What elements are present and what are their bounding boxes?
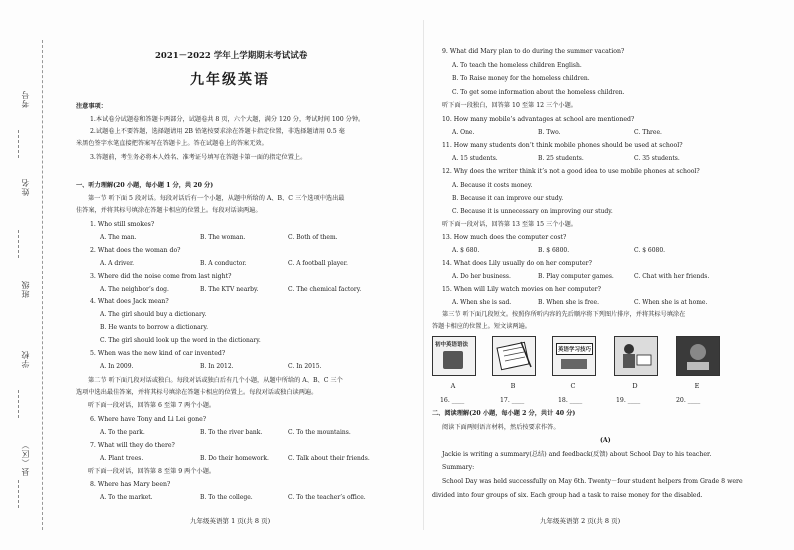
book-icon <box>561 359 587 369</box>
right-page <box>432 0 782 550</box>
option-b: B. To the college. <box>200 494 253 501</box>
option-b: B. $ 6800. <box>538 247 570 254</box>
instruction-line: 答题卡相应的位置上。短文读两遍。 <box>432 323 531 330</box>
picture-c <box>552 336 596 376</box>
notice-line: 米黑色签字水笔直接把答案写在答题卡上。答在试题卷上的答案无效。 <box>76 140 268 147</box>
binding-dash <box>18 390 19 418</box>
page-footer: 九年级英语第 1 页(共 8 页) <box>190 517 271 525</box>
question-text: 3. Where did the noise come from last night? <box>90 273 232 280</box>
option-c: C. $ 6080. <box>634 247 666 254</box>
option-c: C. To the mountains. <box>288 429 351 436</box>
option-c: C. Both of them. <box>288 234 338 241</box>
passage-line: Jackie is writing a summary(总结) and feedback(反馈) about School Day to his teacher. <box>442 451 712 458</box>
option-a: A. Because it costs money. <box>452 182 533 189</box>
option-b: B. To Raise money for the homeless children. <box>452 75 590 82</box>
option-b: B. Because it can improve our study. <box>452 195 564 202</box>
instruction-line: 第三节 听下面几段短文。按照你所听内容的先后顺序将下列图片排序，并将其标号填涂在 <box>442 311 686 318</box>
picture-label-d: D <box>632 382 638 390</box>
instruction-line: 选项中选出最佳答案，并将其标号填涂在答题卡相应的位置上。每段对话或独白读两遍。 <box>76 389 318 396</box>
question-text: 12. Why does the writer think it’s not a good idea to use mobile phones at school? <box>442 168 700 175</box>
picture-a-caption: 初中英语语法 <box>435 342 469 348</box>
option-b: B. Do their homework. <box>200 455 269 462</box>
option-b: B. The woman. <box>200 234 246 241</box>
instruction-line: 第二节 听下面几段对话或独白。每段对话或独白后有几个小题，从题中所给的 A、B、C 三个 <box>88 377 343 384</box>
option-b: B. In 2012. <box>200 363 234 370</box>
option-b: B. 25 students. <box>538 155 584 162</box>
option-c: C. The chemical factory. <box>288 286 362 293</box>
exam-year-title: 2021－2022 学年上学期期末考试试卷 <box>155 51 308 61</box>
option-c: C. Three. <box>634 129 662 136</box>
option-c: C. A football player. <box>288 260 348 267</box>
notice-line: 1.本试卷分试题卷和答题卡两部分，试题卷共 8 页，六个大题，满分 120 分，考试时间 100 分钟。 <box>90 116 365 123</box>
option-a: A. One. <box>452 129 475 136</box>
binding-strip <box>0 0 50 550</box>
question-text: 8. Where has Mary been? <box>90 481 171 488</box>
option-a: A. In 2009. <box>100 363 134 370</box>
notice-line: 3.答题前，考生务必将本人姓名、准考证号填写在答题卡第一面的指定位置上。 <box>90 154 307 161</box>
passage-line: divided into four groups of six. Each group had a task to raise money for the disabled. <box>432 492 703 499</box>
question-text: 14. What does Lily usually do on her computer? <box>442 260 592 267</box>
binding-dash <box>18 480 19 508</box>
reading-person-icon <box>615 337 657 375</box>
question-text: 11. How many students don’t think mobile phones should be used at school? <box>442 142 683 149</box>
option-a: A. The man. <box>100 234 137 241</box>
section-heading: 二、阅读理解(20 小题，每小题 2 分，共计 40 分) <box>432 410 576 417</box>
binding-label-name: 姓名 <box>21 178 30 196</box>
question-text: 10. How many mobile’s advantages at school are mentioned? <box>442 116 635 123</box>
picture-label-b: B <box>510 382 516 390</box>
picture-label-a: A <box>450 382 456 390</box>
option-a: A. The neighbor’s dog. <box>100 286 169 293</box>
option-b: B. The KTV nearby. <box>200 286 259 293</box>
option-b: B. Play computer games. <box>538 273 614 280</box>
instruction-line: 第一节 听下面 5 段对话。每段对话后有一个小题，从题中所给的 A、B、C 三个选项中选出最 <box>88 195 345 202</box>
page-footer: 九年级英语第 2 页(共 8 页) <box>540 517 621 525</box>
option-a: A. Plant trees. <box>100 455 144 462</box>
option-c: C. The girl should look up the word in the dictionary. <box>100 337 261 344</box>
answer-blank[interactable]: 20. ____ <box>676 397 701 404</box>
option-c: C. Chat with her friends. <box>634 273 710 280</box>
notebook-icon <box>493 337 535 375</box>
binding-label-exam-number: 考号 <box>21 90 30 108</box>
passage-line: School Day was held successfully on May 6th. Twenty－four student helpers from Grade 8 were <box>442 478 743 485</box>
answer-blank[interactable]: 19. ____ <box>616 397 641 404</box>
left-page <box>60 0 415 550</box>
option-c: C. To the teacher’s office. <box>288 494 366 501</box>
picture-label-e: E <box>694 382 700 390</box>
picture-a <box>432 336 476 376</box>
computer-icon <box>677 337 719 375</box>
option-a: A. To the market. <box>100 494 153 501</box>
passage-label: (A) <box>600 437 611 444</box>
page-divider <box>423 20 424 530</box>
option-a: A. When she is sad. <box>452 299 512 306</box>
listen-instruction: 听下面一段对话，回答第 8 至第 9 两个小题。 <box>88 468 216 475</box>
picture-d <box>614 336 658 376</box>
option-c: C. Talk about their friends. <box>288 455 370 462</box>
option-a: A. $ 680. <box>452 247 480 254</box>
picture-c-caption: 英语学习技巧 <box>556 343 593 355</box>
question-text: 6. Where have Tony and Li Lei gone? <box>90 416 207 423</box>
answer-blank[interactable]: 18. ____ <box>558 397 583 404</box>
section-heading: 一、听力理解(20 小题，每小题 1 分，共 20 分) <box>76 182 214 189</box>
option-c: C. When she is at home. <box>634 299 708 306</box>
picture-label-c: C <box>570 382 576 390</box>
picture-b <box>492 336 536 376</box>
option-a: A. To teach the homeless children English. <box>452 62 582 69</box>
option-b: B. A conductor. <box>200 260 247 267</box>
question-text: 9. What did Mary plan to do during the summer vacation? <box>442 48 625 55</box>
option-a: A. 15 students. <box>452 155 498 162</box>
binding-dash <box>18 130 19 158</box>
listen-instruction: 听下面一段对话，回答第 13 至第 15 三个小题。 <box>442 221 577 228</box>
picture-e <box>676 336 720 376</box>
passage-line: Summary: <box>442 464 475 471</box>
option-a: A. A driver. <box>100 260 135 267</box>
binding-label-school: 学校 <box>21 350 30 368</box>
listen-instruction: 听下面一段对话，回答第 6 至第 7 两个小题。 <box>88 402 216 409</box>
question-text: 2. What does the woman do? <box>90 247 181 254</box>
question-text: 15. When will Lily watch movies on her computer? <box>442 286 601 293</box>
answer-blank[interactable]: 16. ____ <box>440 397 465 404</box>
binding-dash <box>18 230 19 258</box>
exam-subject-title: 九年级英语 <box>190 72 270 88</box>
binding-label-county: 县（区） <box>21 440 30 476</box>
option-c: C. To get some information about the homeless children. <box>452 89 625 96</box>
question-text: 4. What does Jack mean? <box>90 298 169 305</box>
notice-line: 2.试题卷上不要答题，选择题请用 2B 铅笔按要求涂在答题卡指定位置，非选择题请用 0.5 毫 <box>90 128 345 135</box>
listen-instruction: 听下面一段独白，回答第 10 至第 12 三个小题。 <box>442 102 577 109</box>
question-text: 5. When was the new kind of car invented? <box>90 350 226 357</box>
option-c: C. Because it is unnecessary on improving our study. <box>452 208 613 215</box>
binding-label-class: 班级 <box>21 280 30 298</box>
option-c: C. In 2015. <box>288 363 322 370</box>
option-b: B. Two. <box>538 129 561 136</box>
binding-line <box>42 40 43 530</box>
answer-blank[interactable]: 17. ____ <box>500 397 525 404</box>
notice-heading: 注意事项： <box>76 103 107 110</box>
instruction-line: 阅读下面两则语言材料，然后按要求作答。 <box>442 424 560 431</box>
option-b: B. To the river bank. <box>200 429 263 436</box>
option-c: C. 35 students. <box>634 155 680 162</box>
question-text: 13. How much does the computer cost? <box>442 234 567 241</box>
book-icon <box>443 351 463 369</box>
instruction-line: 佳答案，并将其标号填涂在答题卡相应的位置上。每段对话读两遍。 <box>76 207 262 214</box>
option-b: B. When she is free. <box>538 299 599 306</box>
option-a: A. Do her business. <box>452 273 511 280</box>
option-b: B. He wants to borrow a dictionary. <box>100 324 209 331</box>
option-a: A. To the park. <box>100 429 145 436</box>
question-text: 1. Who still smokes? <box>90 221 155 228</box>
question-text: 7. What will they do there? <box>90 442 175 449</box>
option-a: A. The girl should buy a dictionary. <box>100 311 207 318</box>
